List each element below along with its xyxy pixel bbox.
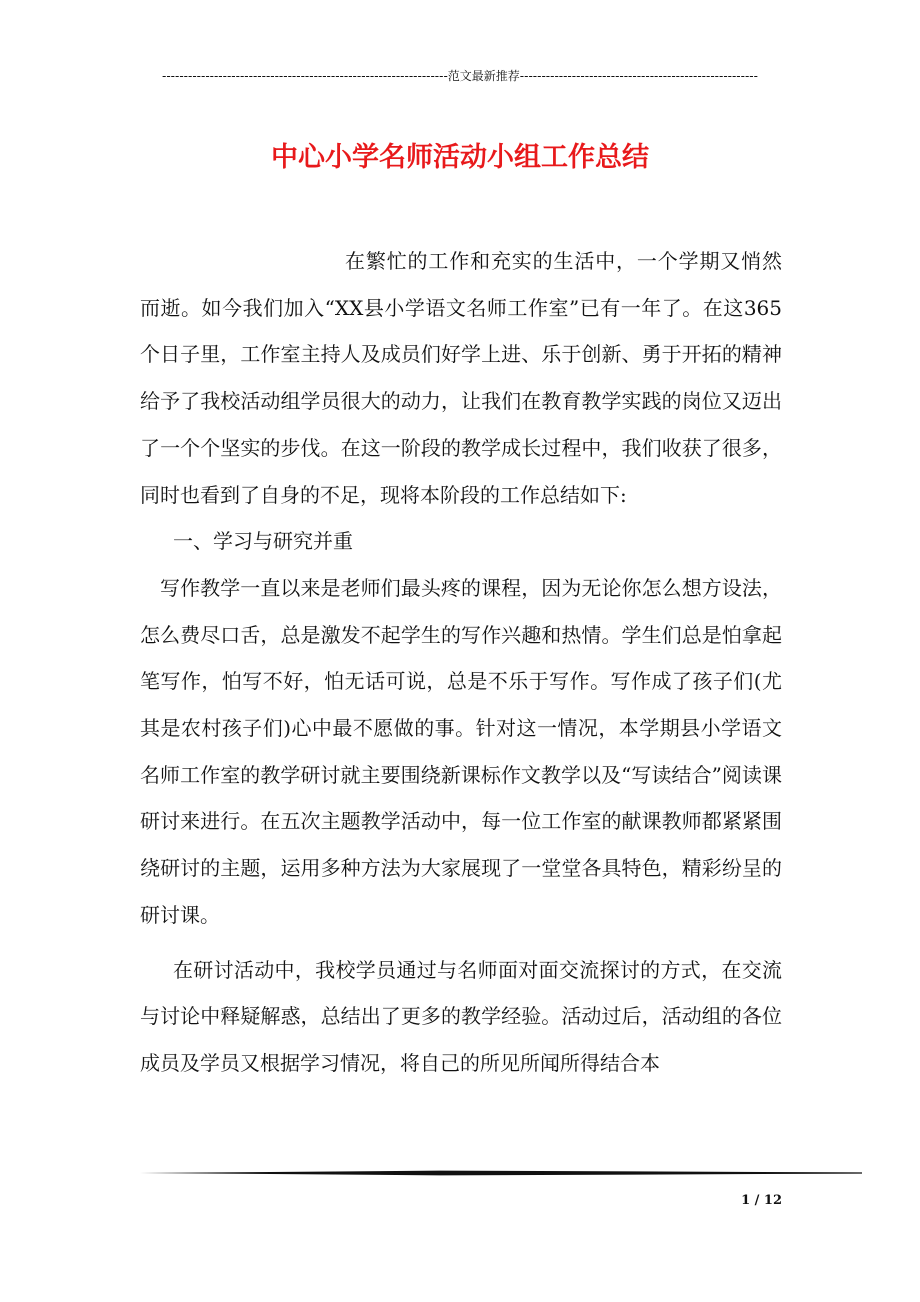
header-banner: ------------------------------------------------------------------范文最新推荐------------------------------------------------------- [162,69,758,83]
body-paragraph: 在研讨活动中，我校学员通过与名师面对面交流探讨的方式，在交流与讨论中释疑解惑，总结出了更多的教学经验。活动过后，活动组的各位成员及学员又根据学习情况，将自己的所见所闻所得结合本 [140,957,782,1075]
footer-divider [140,1170,862,1176]
body-paragraph: 写作教学一直以来是老师们最头疼的课程，因为无论你怎么想方设法，怎么费尽口舌，总是激发不起学生的写作兴趣和热情。学生们总是怕拿起笔写作，怕写不好，怕无话可说，总是不乐于写作。写作成了孩子们(尤其是农村孩子们)心中最不愿做的事。针对这一情况，本学期县小学语文名师工作室的教学研讨就主要围绕新课标作文教学以及“写读结合”阅读课研讨来进行。在五次主题教学活动中，每一位工作室的献课教师都紧紧围绕研讨的主题，运用多种方法为大家展现了一堂堂各具特色，精彩纷呈的研讨课。 [140,575,782,927]
section-heading: 一、学习与研究并重 [173,529,353,554]
page-number: 1 / 12 [741,1193,782,1208]
intro-paragraph: 在繁忙的工作和充实的生活中，一个学期又悄然而逝。如今我们加入“XX县小学语文名师工作室”已有一年了。在这365个日子里，工作室主持人及成员们好学上进、乐于创新、勇于开拓的精神给予了我校活动组学员很大的动力，让我们在教育教学实践的岗位又迈出了一个个坚实的步伐。在这一阶段的教学成长过程中，我们收获了很多，同时也看到了自身的不足，现将本阶段的工作总结如下: [140,249,782,507]
document-body [140,238,782,1087]
document-title: 中心小学名师活动小组工作总结 [271,142,649,174]
